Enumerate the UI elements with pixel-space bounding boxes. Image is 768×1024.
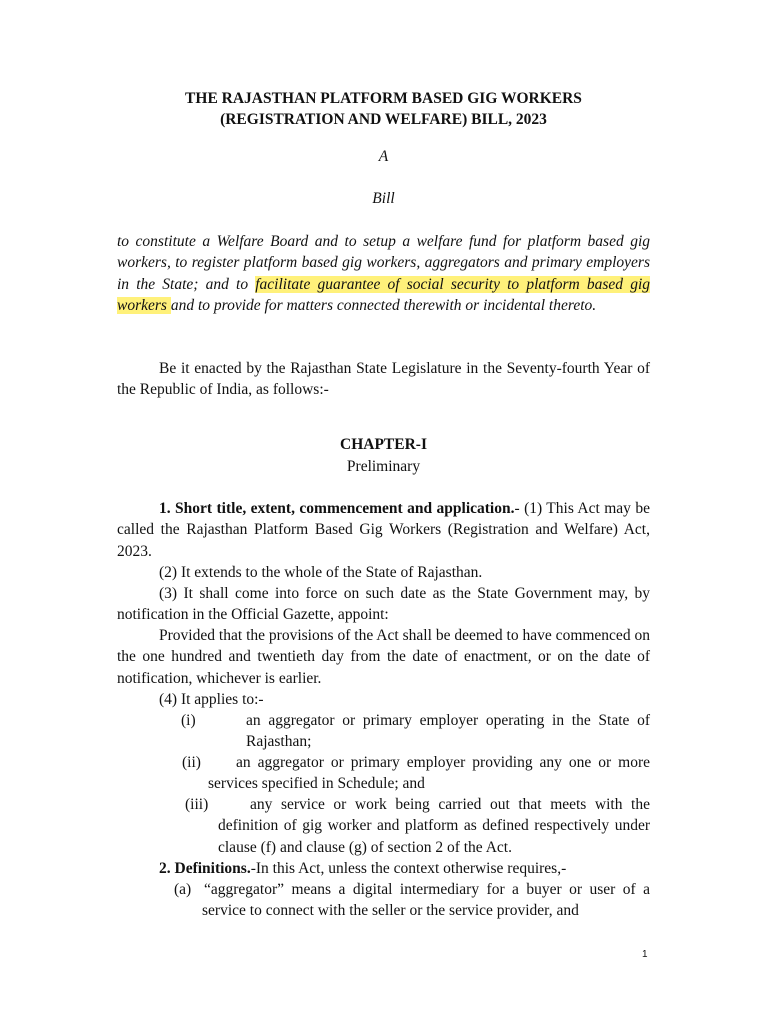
a-label: A xyxy=(378,148,389,165)
section-2-heading: 2. Definitions. xyxy=(159,860,251,877)
enacting-clause: Be it enacted by the Rajasthan State Legislature in the Seventy-fourth Year of the Republic of India, as follows:- xyxy=(117,360,650,399)
bill-label: Bill xyxy=(372,190,395,207)
list-item-marker: (a) xyxy=(174,881,192,898)
section-1-subsection-2: (2) It extends to the whole of the State of Rajasthan. xyxy=(159,564,483,581)
chapter-heading: CHAPTER-I xyxy=(340,436,427,453)
list-item: an aggregator or primary employer operating in the State of Rajasthan; xyxy=(246,712,650,751)
section-1-subsection-4: (4) It applies to:- xyxy=(159,691,264,708)
preamble-highlighted-text: facilitate guarantee of social security to platform based gig workers xyxy=(117,275,650,314)
list-item: an aggregator or primary employer providing any one or more services specified in Schedule; and xyxy=(208,754,650,793)
list-item-marker: (ii) xyxy=(182,754,201,771)
list-item-marker: (iii) xyxy=(185,796,209,813)
section-2-definitions xyxy=(117,858,650,879)
list-item-marker: (i) xyxy=(181,712,196,729)
section-1-heading: 1. Short title, extent, commencement and application. xyxy=(159,500,515,517)
section-1-subsection-1-text: - (1) This Act may be called the Rajasthan Platform Based Gig Workers (Registration and Welfare) Act, 2023. xyxy=(117,500,650,560)
section-1-proviso: Provided that the provisions of the Act shall be deemed to have commenced on the one hundred and twentieth day from the date of enactment, or on the date of notification, whichever is earlier. xyxy=(117,627,650,687)
bill-title-line-1: THE RAJASTHAN PLATFORM BASED GIG WORKERS xyxy=(185,90,582,107)
list-item: any service or work being carried out that meets with the definition of gig worker and platform as defined respectively under clause (f) and clause (g) of section 2 of the Act. xyxy=(218,796,650,856)
preamble-text: to constitute a Welfare Board and to setup a welfare fund for platform based gig workers, to register platform based gig workers, aggregators and primary employers in the State; and to xyxy=(117,233,650,293)
bill-title-line-2: (REGISTRATION AND WELFARE) BILL, 2023 xyxy=(220,111,547,128)
preamble xyxy=(117,231,650,316)
definition-item-a: “aggregator” means a digital intermediary for a buyer or user of a service to connect with the seller or the service provider, and xyxy=(202,881,650,920)
chapter-subheading: Preliminary xyxy=(346,458,421,475)
page-number: 1 xyxy=(642,949,648,960)
section-1-subsection-1 xyxy=(117,498,650,562)
preamble-text-end: and to provide for matters connected therewith or incidental thereto. xyxy=(170,296,597,314)
section-2-intro: -In this Act, unless the context otherwise requires,- xyxy=(250,860,567,877)
section-1-subsection-3: (3) It shall come into force on such date as the State Government may, by notification in the Official Gazette, appoint: xyxy=(117,585,650,624)
